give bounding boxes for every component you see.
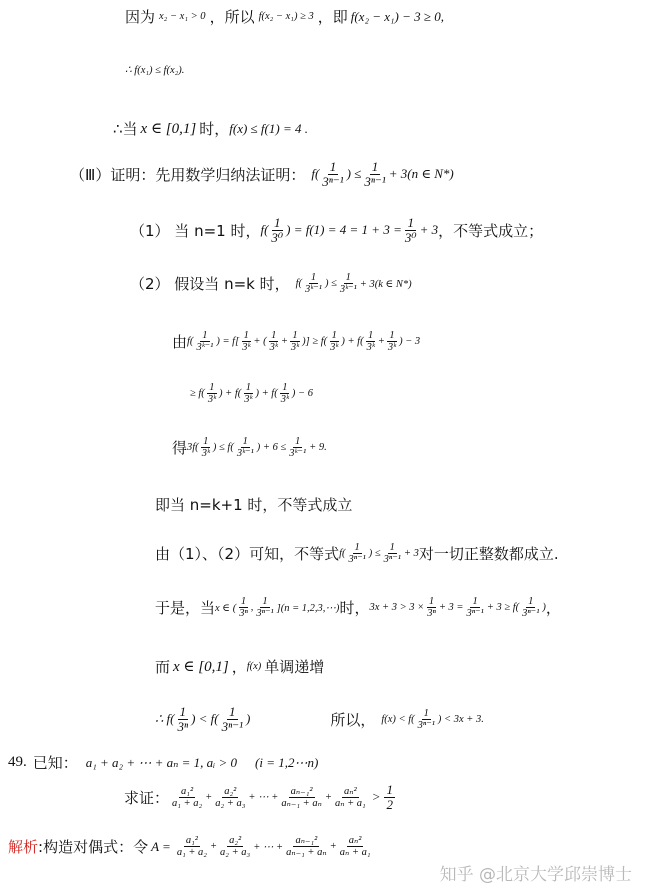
text: 由	[172, 333, 188, 352]
formula: f(	[311, 166, 320, 182]
numerator: 1	[240, 596, 247, 607]
formula: f(	[295, 278, 303, 290]
text: 时，	[339, 599, 370, 618]
denominator: 2	[386, 796, 393, 812]
formula: +	[377, 336, 385, 348]
proof-line-7	[172, 330, 420, 354]
fraction	[194, 330, 215, 354]
numerator: aₙ₋₁²	[295, 835, 318, 846]
denominator: 3ⁿ	[427, 608, 436, 620]
numerator: 1	[209, 382, 215, 393]
text: ，不等式成立；	[438, 221, 544, 240]
text: 于是，当	[155, 599, 216, 618]
proof-line-14	[155, 705, 484, 734]
fraction	[269, 216, 285, 245]
formula: 3f(	[187, 442, 199, 454]
formula: + ⋯ +	[253, 841, 284, 853]
numerator: 1	[407, 215, 414, 230]
proof-line-9	[172, 436, 327, 460]
denominator: 3ⁿ⁻¹	[522, 608, 540, 620]
proof-line-2	[125, 64, 184, 76]
fraction	[279, 786, 324, 810]
text: 而	[155, 658, 171, 676]
formula: ](n = 1,2,3,⋯)	[276, 602, 340, 614]
fraction	[254, 596, 275, 620]
denominator: a₂ + a₃	[220, 847, 251, 859]
fraction	[237, 596, 250, 620]
denominator: 3ⁿ⁻¹	[256, 608, 274, 620]
numerator: 1	[331, 330, 337, 341]
numerator: 1	[292, 330, 298, 341]
numerator: 1	[229, 704, 236, 719]
fraction	[303, 272, 324, 296]
text: ，	[231, 658, 247, 676]
fraction	[218, 835, 252, 859]
fraction	[284, 835, 329, 859]
text: 单调递增	[264, 658, 325, 676]
numerator: a₁²	[185, 835, 198, 846]
fraction	[320, 160, 345, 189]
denominator: 3⁰	[271, 229, 284, 245]
formula: + 3 =	[438, 602, 464, 614]
text: 即当 n=k+1 时，不等式成立	[155, 496, 353, 514]
formula: ) ≤	[324, 278, 337, 290]
formula: x ∈ [0,1]	[173, 659, 229, 675]
numerator: 1	[389, 330, 395, 341]
formula: ) < f(	[191, 711, 219, 727]
part-three-heading: （Ⅲ）证明：先用数学归纳法证明：	[70, 165, 306, 184]
numerator: 1	[282, 382, 288, 393]
proof-line-10	[155, 494, 352, 515]
numerator: a₂²	[229, 835, 242, 846]
fraction	[416, 708, 437, 732]
denominator: a₁ + a₂	[176, 847, 207, 859]
denominator: 3⁰	[404, 229, 417, 245]
formula: )	[245, 711, 251, 727]
denominator: 3ᵏ	[242, 342, 251, 354]
fraction	[287, 436, 308, 460]
fraction	[384, 783, 395, 812]
formula: 3x + 3 > 3 ×	[369, 602, 425, 614]
fraction	[289, 330, 301, 354]
text: ，即	[317, 8, 348, 26]
formula: >	[371, 789, 381, 805]
denominator: a₂ + a₃	[215, 797, 246, 809]
fraction	[240, 330, 252, 354]
formula: f(	[187, 336, 194, 348]
fraction	[403, 216, 419, 245]
formula: ) + f(	[255, 388, 278, 400]
fraction	[328, 330, 340, 354]
denominator: 3ⁿ⁻¹	[466, 608, 484, 620]
numerator: 1	[428, 596, 435, 607]
zhihu-watermark	[440, 860, 632, 885]
fraction	[220, 705, 245, 734]
text: 由（1）、（2）可知，不等式	[155, 545, 340, 564]
denominator: 3ᵏ⁻¹	[339, 284, 357, 296]
numerator: 1	[262, 596, 268, 607]
proof-line-1	[125, 6, 444, 27]
fraction	[175, 835, 209, 859]
formula: x ∈ (	[215, 602, 237, 614]
fraction	[200, 436, 212, 460]
formula: A =	[151, 838, 171, 854]
formula: ∴ f(x₁) ≤ f(x₂).	[125, 65, 185, 76]
formula: f(	[260, 222, 269, 238]
fraction	[338, 835, 373, 859]
fraction	[365, 330, 377, 354]
formula: f(x₂ − x₁) − 3 ≥ 0,	[350, 8, 445, 24]
numerator: 1	[295, 436, 301, 447]
fraction	[279, 382, 291, 406]
numerator: 1	[472, 596, 478, 607]
watermark-text: 知乎 @北京大学邱崇博士	[439, 865, 632, 885]
formula: x₂ − x₁ > 0	[159, 11, 206, 22]
fraction	[425, 596, 438, 620]
fraction	[268, 330, 280, 354]
denominator: aₙ₋₁ + aₙ	[281, 797, 322, 809]
formula: ) ≤	[346, 166, 362, 182]
denominator: 3ᵏ	[244, 394, 253, 406]
numerator: 1	[345, 272, 351, 283]
numerator: 1	[242, 436, 248, 447]
numerator: aₙ₋₁²	[290, 785, 313, 797]
fraction	[213, 786, 247, 810]
numerator: 1	[368, 330, 374, 341]
formula: ) + f(	[341, 336, 364, 348]
formula: ∴ f(	[155, 711, 175, 727]
formula: )	[542, 602, 546, 614]
formula: x ∈ [0,1]	[140, 121, 197, 137]
text: （2） 假设当 n=k 时，	[130, 275, 290, 294]
proof-line-12	[155, 596, 561, 620]
formula: + 9.	[309, 442, 327, 454]
denominator: 3ⁿ⁻¹	[364, 173, 386, 189]
formula: f(x)	[246, 661, 262, 672]
denominator: 3ⁿ⁻¹	[322, 173, 344, 189]
denominator: 3ᵏ	[290, 342, 300, 354]
numerator: 1	[243, 330, 249, 341]
formula: +	[205, 791, 213, 803]
fraction	[242, 382, 254, 406]
denominator: 3ⁿ⁻¹	[348, 554, 366, 566]
text: 对一切正整数都成立.	[418, 545, 559, 564]
fraction	[235, 436, 256, 460]
fraction	[175, 705, 190, 734]
formula: +	[324, 791, 332, 803]
numerator: 1	[310, 272, 317, 283]
text: ，所以	[209, 8, 255, 26]
fraction	[333, 786, 368, 810]
text: 已知：	[32, 754, 78, 772]
denominator: 3ᵏ⁻¹	[196, 342, 214, 354]
denominator: 3ⁿ	[177, 718, 189, 734]
fraction	[464, 596, 485, 620]
denominator: aₙ + a₁	[339, 847, 371, 859]
formula: + 3	[403, 548, 419, 560]
fraction	[382, 542, 403, 566]
denominator: 3ᵏ	[269, 342, 278, 354]
fraction	[362, 160, 387, 189]
proof-line-4	[70, 160, 454, 189]
text: 时，	[199, 120, 230, 138]
denominator: 3ᵏ	[387, 342, 397, 354]
formula: +	[280, 336, 288, 348]
proof-line-3	[113, 118, 308, 139]
problem-number: 49.	[8, 754, 27, 770]
numerator: aₙ²	[348, 835, 362, 846]
formula: )] ≥ f(	[302, 336, 328, 348]
text: 因为	[125, 8, 156, 26]
formula: + 3	[419, 222, 439, 238]
text: ，	[545, 599, 561, 618]
denominator: 3ⁿ⁻¹	[417, 719, 435, 731]
numerator: 1	[528, 596, 534, 607]
formula: + ⋯ +	[248, 792, 279, 804]
denominator: 3ᵏ	[280, 394, 289, 406]
formula: + (	[253, 336, 267, 348]
denominator: aₙ + a₁	[334, 797, 366, 809]
formula: +	[329, 841, 337, 853]
numerator: 1	[203, 436, 209, 447]
text: :构造对偶式：令	[38, 838, 149, 857]
numerator: 1	[354, 542, 360, 553]
numerator: a₂²	[224, 785, 237, 797]
formula: f(x) < f(	[381, 713, 415, 725]
text: ∴当	[113, 120, 138, 138]
formula: ) − 6	[291, 388, 314, 400]
denominator: 3ⁿ⁻¹	[221, 718, 243, 734]
numerator: 1	[202, 330, 208, 341]
text: （1） 当 n=1 时，	[130, 221, 261, 240]
formula: ) = f(1) = 4 = 1 + 3 =	[286, 222, 402, 238]
numerator: 1	[271, 330, 277, 341]
denominator: 3ᵏ	[207, 394, 217, 406]
analysis-label: 解析	[8, 838, 39, 857]
denominator: 3ᵏ⁻¹	[305, 284, 322, 296]
proof-line-5	[130, 216, 543, 245]
formula: ) + 6 ≤	[256, 442, 287, 454]
denominator: 3ⁿ⁻¹	[383, 554, 401, 566]
text: 得	[172, 439, 188, 458]
proof-line-13	[155, 656, 324, 677]
denominator: aₙ₋₁ + aₙ	[286, 847, 327, 859]
formula: + 3(n ∈ N*)	[388, 166, 454, 182]
formula: ) < 3x + 3.	[437, 713, 484, 725]
fraction	[338, 272, 359, 296]
denominator: 3ᵏ	[366, 342, 375, 354]
formula: f(x) ≤ f(1) = 4 .	[229, 120, 308, 136]
proof-line-11	[155, 542, 559, 566]
analysis-line	[8, 835, 374, 859]
formula: ) + f(	[219, 388, 242, 400]
formula: +	[209, 841, 218, 853]
formula: ) = f[	[216, 336, 240, 348]
fraction	[386, 330, 398, 354]
numerator: a₁²	[181, 785, 194, 797]
formula: f(	[339, 548, 346, 560]
numerator: aₙ²	[344, 785, 357, 797]
text: 求证：	[124, 788, 170, 807]
denominator: 3ⁿ	[239, 608, 248, 620]
formula: ≥ f(	[190, 388, 205, 400]
formula: f(x₂ − x₁) ≥ 3	[258, 11, 314, 22]
numerator: 1	[389, 542, 395, 553]
proof-line-6	[130, 272, 412, 296]
denominator: 3ᵏ	[330, 342, 339, 354]
formula: ) − 3	[399, 336, 421, 348]
denominator: 3ᵏ⁻¹	[236, 448, 254, 460]
problem-49-statement	[8, 752, 318, 773]
numerator: 1	[274, 215, 281, 230]
numerator: 1	[329, 159, 337, 174]
fraction	[347, 542, 368, 566]
formula: a₁ + a₂ + ⋯ + aₙ = 1, aᵢ > 0	[85, 754, 237, 770]
denominator: a₁ + a₂	[172, 797, 203, 809]
denominator: 3ᵏ	[201, 448, 210, 460]
formula: + 3 ≥ f(	[486, 602, 520, 614]
fraction	[206, 382, 218, 406]
numerator: 1	[179, 704, 187, 719]
text: 所以，	[330, 710, 376, 729]
numerator: 1	[245, 382, 251, 393]
formula: + 3(k ∈ N*)	[359, 278, 412, 290]
numerator: 1	[386, 782, 393, 797]
formula: ,	[250, 602, 254, 614]
formula: ) ≤	[368, 548, 381, 560]
problem-49-prove	[124, 783, 396, 812]
proof-line-8	[190, 382, 313, 406]
formula: ) ≤ f(	[212, 442, 234, 454]
numerator: 1	[371, 159, 379, 174]
fraction	[520, 596, 541, 620]
fraction	[170, 786, 204, 810]
formula: (i = 1,2⋯n)	[255, 754, 319, 770]
numerator: 1	[423, 707, 429, 719]
denominator: 3ᵏ⁻¹	[289, 448, 307, 460]
